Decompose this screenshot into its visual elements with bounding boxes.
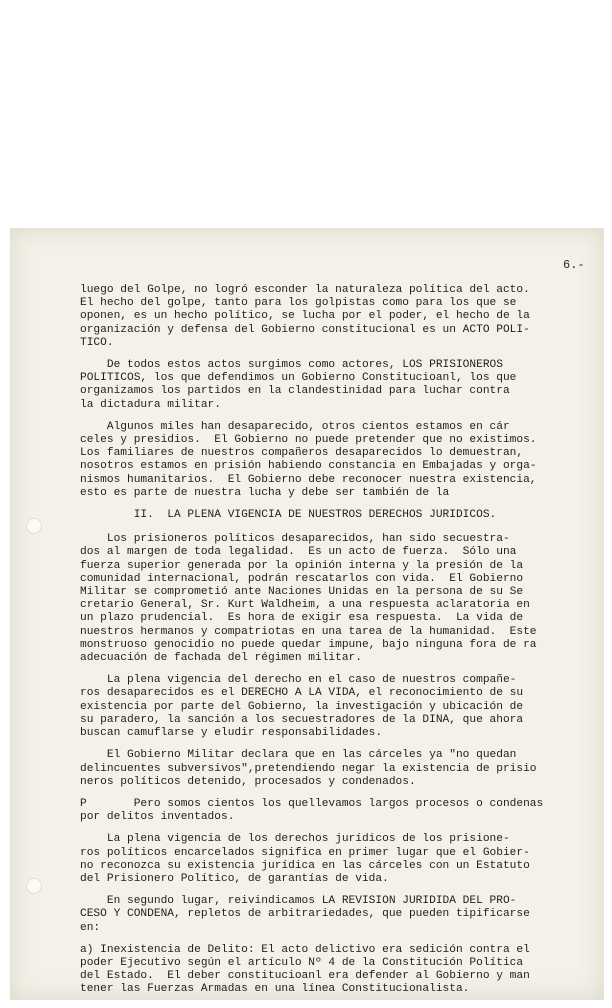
text-line: en: — [80, 921, 101, 934]
paragraph — [80, 798, 580, 824]
text-line: Militar se comprometió ante Naciones Unidas en la persona de su Se — [80, 586, 524, 599]
text-line: buscan camuflarse y eludir responsabilidades. — [80, 727, 383, 740]
text-line: CESO Y CONDENA, repletos de arbitrariedades, que pueden tipificarse — [80, 908, 530, 921]
text-line: adecuación de fachada del régimen militar. — [80, 652, 362, 665]
paragraph — [80, 833, 580, 886]
text-line: nuestros hermanos y compatriotas en una tarea de la humanidad. Este — [80, 625, 537, 638]
text-line: TICO. — [80, 336, 114, 349]
text-line: La plena vigencia de los derechos jurídicos de los prisione- — [80, 833, 510, 846]
text-line: por delitos inventados. — [80, 811, 235, 824]
text-line: organizamos los partidos en la clandestinidad para luchar contra — [80, 385, 510, 398]
text-line: dos al margen de toda legalidad. Es un acto de fuerza. Sólo una — [80, 546, 517, 559]
text-line: cretario General, Sr. Kurt Waldheim, a una respuesta aclaratoria en — [80, 599, 530, 612]
text-line: delincuentes subversivos",pretendiendo negar la existencia de prisio — [80, 762, 537, 775]
text-line: El hecho del golpe, tanto para los golpistas como para los que se — [80, 297, 517, 310]
text-line: II. LA PLENA VIGENCIA DE NUESTROS DERECHOS JURIDICOS. — [80, 509, 497, 522]
text-line: De todos estos actos surgimos como actores, LOS PRISIONEROS — [80, 359, 503, 372]
section-heading — [80, 509, 580, 522]
paragraph — [80, 895, 580, 935]
text-line: ros desaparecidos es el DERECHO A LA VIDA, el reconocimiento de su — [80, 687, 524, 700]
paragraph — [80, 359, 580, 412]
text-line: neros políticos detenido, procesados y condenados. — [80, 775, 416, 788]
text-line: poder Ejecutivo según el artículo Nº 4 de la Constitución Política — [80, 956, 524, 969]
paragraph — [80, 284, 580, 350]
text-line: En segundo lugar, reivindicamos LA REVISION JURIDIDA DEL PRO- — [80, 895, 517, 908]
text-line: Los familiares de nuestros compañeros desaparecidos lo demuestran, — [80, 447, 524, 460]
text-line: no reconozca su existencia jurídica en las cárceles con un Estatuto — [80, 859, 530, 872]
paragraph — [80, 533, 580, 665]
text-line: esto es parte de nuestra lucha y debe ser también de la — [80, 486, 450, 499]
text-line: a) Inexistencia de Delito: El acto delictivo era sedición contra el — [80, 943, 530, 956]
text-line: su paradero, la sanción a los secuestradores de la DINA, que ahora — [80, 713, 524, 726]
text-line: del Prisionero Político, de garantías de vida. — [80, 872, 389, 885]
paragraph — [80, 749, 580, 789]
punch-hole — [26, 518, 42, 534]
page-number: 6.- — [563, 258, 585, 272]
text-line: celes y presidios. El Gobierno no puede pretender que no existimos. — [80, 434, 537, 447]
text-line: El Gobierno Militar declara que en las cárceles ya "no quedan — [80, 749, 517, 762]
text-line: existencia por parte del Gobierno, la investigación y ubicación de — [80, 700, 524, 713]
text-line: oponen, es un hecho político, se lucha por el poder, el hecho de la — [80, 310, 530, 323]
text-line: del Estado. El deber constitucioanl era defender al Gobierno y man — [80, 970, 530, 983]
text-line: Algunos miles han desaparecido, otros cientos estamos en cár — [80, 420, 510, 433]
text-line: nismos humanitarios. El Gobierno debe reconocer nuestra existencia, — [80, 473, 537, 486]
text-line: luego del Golpe, no logró esconder la naturaleza política del acto. — [80, 284, 530, 296]
text-line: nosotros estamos en prisión habiendo constancia en Embajadas y orga- — [80, 460, 537, 473]
typed-text-body — [80, 284, 580, 1006]
text-line: la dictadura militar. — [80, 398, 221, 411]
paragraph — [80, 944, 580, 997]
punch-hole — [26, 878, 42, 894]
text-line: un plazo prudencial. Es hora de exigir esa respuesta. La vida de — [80, 612, 524, 625]
text-line: POLITICOS, los que defendimos un Gobierno Constitucioanl, los que — [80, 372, 517, 385]
text-line: comunidad internacional, podrán rescatarlos con vida. El Gobierno — [80, 572, 524, 585]
paragraph — [80, 674, 580, 740]
text-line: Los prisioneros políticos desaparecidos, han sido secuestra- — [80, 533, 510, 546]
text-line: tener las Fuerzas Armadas en una línea Constitucionalista. — [80, 983, 470, 996]
text-line: monstruoso genocidio no puede quedar impune, bajo ninguna fora de ra — [80, 638, 537, 651]
text-line: La plena vigencia del derecho en el caso de nuestros compañe- — [80, 674, 517, 687]
text-line: organización y defensa del Gobierno constitucional es un ACTO POLI- — [80, 323, 530, 336]
text-line: P Pero somos cientos los quellevamos largos procesos o condenas — [80, 797, 544, 810]
paragraph — [80, 421, 580, 500]
text-line: ros políticos encarcelados significa en primer lugar que el Gobier- — [80, 846, 530, 859]
text-line: fuerza superior generada por la opinión interna y la presión de la — [80, 559, 524, 572]
